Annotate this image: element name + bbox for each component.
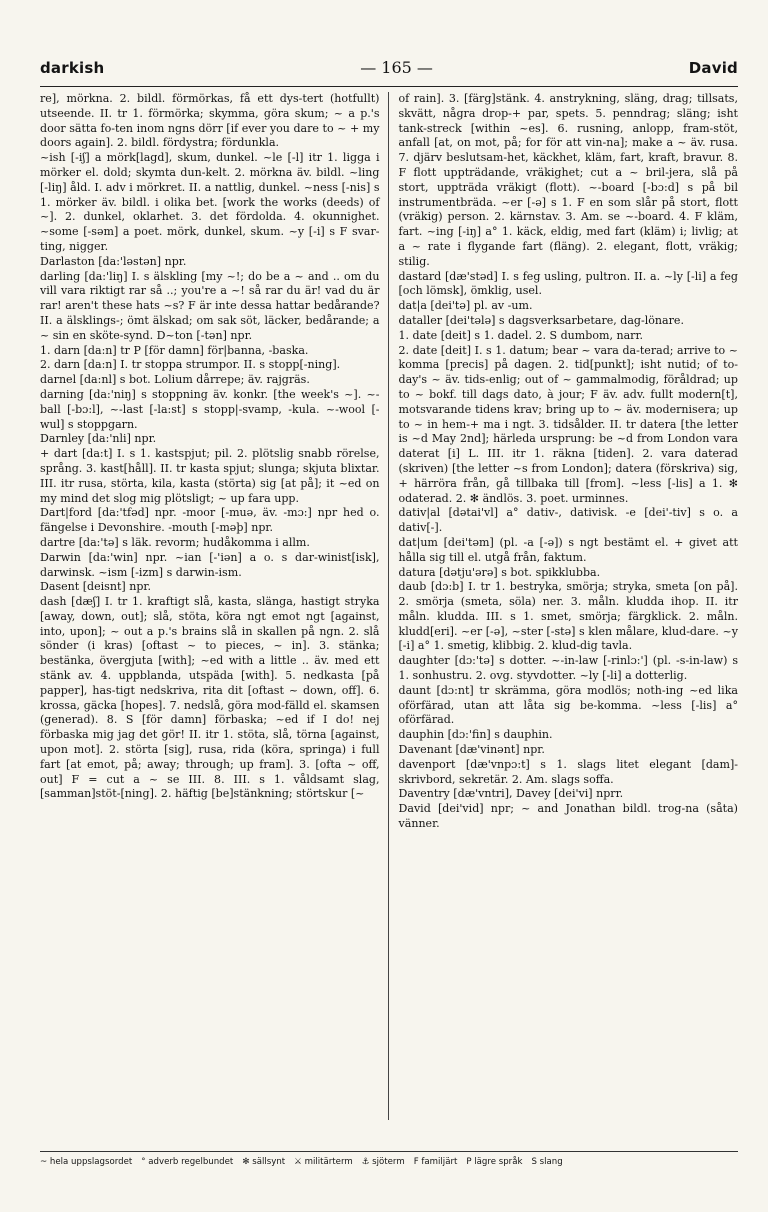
left-column: [40, 92, 388, 1150]
entry-davenport: davenport [dæ'vnpɔ:t] s 1. slags litet elegant [dam]-skrivbord, sekretär. 2. Am. slags soffa.: [398, 757, 738, 786]
entry-daventry: Daventry [dæ'vntri], Davey [dei'vi] nprr.: [398, 787, 624, 801]
entry-darkish: ~ish [-iʃ] a mörk[lagd], skum, dunkel. ~le [-l] itr 1. ligga i mörker el. dold; skymta dun-kelt. 2. mörkna äv. bildl. ~ling [-liŋ] åld. I. adv i mörkret. II. a nattlig, dunkel. ~ness [-nis] s 1. mörker äv. bildl. i olika bet. [work the works (deeds) of ~]. 2. dunkel, oklarhet. 3. det fördolda. 4. okunnighet. ~some [-səm] a poet. mörk, dunkel, skum. ~y [-i] s F svar-ting, nigger.: [40, 151, 380, 253]
right-column: [389, 92, 739, 1150]
entry-dart: + dart [da:t] I. s 1. kastspjut; pil. 2. plötslig snabb rörelse, språng. 3. kast[håll]. II. tr kasta spjut; slunga; skjuta blixtar. III. itr rusa, störta, kila, kasta (störta) sig [at på]; it ~ed on my mind det slog mig plötsligt; ~ up fara upp.: [40, 447, 380, 505]
left-running-head: darkish: [40, 59, 105, 77]
entry-dash: dash [dæʃ] I. tr 1. kraftigt slå, kasta, slänga, hastigt stryka [away, down, out]; slå, stöta, köra ngt emot ngt [against, into, upon]; ~ out a p.'s brains slå in skallen på ngn. 2. slå sönder (i kras) [oftast ~ to pieces, ~ in]. 3. stänka; bestänka, övergjuta [with]; ~ed with a little .. äv. med ett stänk av. 4. uppblanda, utspäda [with]. 5. nedkasta [på papper], has-tigt nedskriva, rita dit [oftast ~ down, off]. 6. krossa, gäcka [hopes]. 7. nedslå, göra mod-fälld el. skamsen (generad). 8. S [för damn] förbaska; ~ed if I do! nej förbaska mig jag det gör! II. itr 1. stöta, slå, törna [against, upon mot]. 2. störta [sig], rusa, rida (köra, springa) i full fart [at emot, på; away; through; up fram]. 3. [ofta ~ off, out] F = cut a ~ se III. 8. III. s 1. våldsamt slag, [samman]stöt-[ning]. 2. häftig [be]stänkning; störtskur [~: [40, 595, 380, 801]
entry-dasent: Dasent [deisnt] npr.: [40, 580, 151, 594]
entry-davenant: Davenant [dæ'vinənt] npr.: [398, 743, 545, 757]
right-running-head: David: [688, 59, 738, 77]
entry-darn-2: 2. darn [da:n] I. tr stoppa strumpor. II. s stopp[-ning].: [40, 358, 341, 372]
entry-daunt: daunt [dɔ:nt] tr skrämma, göra modlös; noth-ing ~ed lika oförfärad, utan att låta sig be-komma. ~less [-lis] a° oförfärad.: [398, 683, 738, 727]
entry-david: David [dei'vid] npr; ~ and Jonathan bildl. trog-na (såta) vänner.: [398, 802, 738, 831]
abbreviation-legend: [40, 1154, 738, 1170]
entry-darnel: darnel [da:nl] s bot. Lolium dårrepe; äv. rajgräs.: [40, 373, 310, 387]
two-column-body: [40, 92, 738, 1150]
entry-datura: datura [dətju'ərə] s bot. spikklubba.: [398, 565, 601, 579]
legend-headword: ~ hela uppslagsordet: [40, 1157, 133, 1167]
legend-adverb: ° adverb regelbundet: [141, 1157, 234, 1167]
entry-daughter: daughter [dɔ:'tə] s dotter. ~-in-law [-rinlɔ:'] (pl. -s-in-law) s 1. sonhustru. 2. ovg. styvdotter. ~ly [-li] a dotterlig.: [398, 654, 738, 683]
entry-darnley: Darnley [da:'nli] npr.: [40, 432, 157, 446]
legend-military: ⚔ militärterm: [294, 1157, 353, 1167]
entry-dastard: dastard [dæ'stəd] I. s feg usling, pultron. II. a. ~ly [-li] a feg [och lömsk], ömklig, usel.: [398, 269, 738, 298]
entry-darling: darling [da:'liŋ] I. s älskling [my ~!; do be a ~ and .. om du vill vara riktigt rar så ..; you're a ~! så rar du är! vad du är rar! aren't these hats ~s? F är inte dessa hattar bedårande? II. a älsklings-; ömt älskad; om sak söt, läcker, bedårande; a ~ sin en sköte-synd. D~ton [-tən] npr.: [40, 269, 380, 342]
entry-dartford: Dart|ford [da:'tfəd] npr. -moor [-muə, äv. -mɔ:] npr hed o. fängelse i Devonshire. -mouth [-məþ] npr.: [40, 506, 380, 535]
header-rule: [40, 86, 738, 87]
legend-nautical: ⚓ sjöterm: [361, 1157, 405, 1167]
entry-data: dat|a [dei'tə] pl. av -um.: [398, 299, 533, 313]
legend-rare: ✻ sällsynt: [242, 1157, 286, 1167]
entry-dark-verb: re], mörkna. 2. bildl. förmörkas, få ett dys-tert (hotfullt) utseende. II. tr 1. förmörka; skymma, göra skum; ~ a p.'s door sätta fo-ten inom ngns dörr [if ever you dare to ~ + my doors again]. 2. bildl. fördystra; fördunkla.: [40, 92, 380, 150]
entry-date-1: 1. date [deit] s 1. dadel. 2. S dumbom, narr.: [398, 328, 644, 342]
entry-dataller: dataller [dei'tələ] s dagsverksarbetare, dag-lönare.: [398, 313, 684, 327]
footer-rule: [40, 1151, 738, 1152]
entry-darlaston: Darlaston [da:'lǝstǝn] npr.: [40, 254, 187, 268]
legend-lower: P lägre språk: [466, 1157, 523, 1167]
entry-dash-continued: of rain]. 3. [färg]stänk. 4. anstrykning, släng, drag; tillsats, skvätt, några drop-+ par, spets. 5. penndrag; släng; isht tank-streck [within ~es]. 6. rusning, anlopp, fram-stöt, anfall [at, on mot, på; for för att vin-na]; make a ~ äv. rusa. 7. djärv beslutsam-het, käckhet, kläm, fart, kraft, bravur. 8. F flott uppträdande, vräkighet; cut a ~ bril-jera, slå på stort, uppträda vräkigt (flott). ~-board [-bɔ:d] s på bil instrumentbräda. ~er [-ə] s 1. F en som slår på stort, flott (vräkig) person. 2. kärnstav. 3. Am. se ~-board. 4. F kläm, fart. ~ing [-iŋ] a° 1. käck, eldig, med fart (kläm) i; livlig; at a ~ rate i flygande fart (fläng). 2. elegant, flott, vräkig; stilig.: [398, 92, 738, 268]
entry-darn-1: 1. darn [da:n] tr P [för damn] för|banna, -baska.: [40, 343, 309, 357]
entry-datum: dat|um [dei'təm] (pl. -a [-ə]) s ngt bestämt el. + givet att hålla sig till el. utgå från, faktum.: [398, 535, 738, 564]
entry-dativ: dativ|al [dətai'vl] a° dativ-, dativisk. -e [dei'-tiv] s o. a dativ[-].: [398, 506, 738, 535]
page-number: — 165 —: [360, 58, 433, 77]
entry-daub: daub [dɔ:b] I. tr 1. bestryka, smörja; stryka, smeta [on på]. 2. smörja (smeta, söla) ner. 3. måln. kludda ihop. II. itr måln. kludda. III. s 1. smet, smörja; färgklick. 2. måln. kludd[eri]. ~er [-ə], ~ster [-stə] s klen målare, klud-dare. ~y [-i] a° 1. smetig, klibbig. 2. klud-dig tavla.: [398, 580, 738, 653]
legend-slang: S slang: [531, 1157, 563, 1167]
entry-date-2: 2. date [deit] I. s 1. datum; bear ~ vara da-terad; arrive to ~ komma [precis] på dagen. 2. tid[punkt]; isht nutid; of to-day's ~ äv. tids-enlig; out of ~ gammalmodig, föråldrad; up to ~ bokf. till dags dato, à jour; F äv. adv. fullt modern[t], motsvarande tidens krav; bring up to ~ äv. modernisera; up to ~ in hem-+ ma i ngt. 3. tidsålder. II. tr datera [the letter is ~d May 2nd]; härleda ursprung: be ~d from London vara daterat [i] L. III. itr 1. räkna [tiden]. 2. vara daterad (skriven) [the letter ~s from London]; datera (förskriva) sig, + härröra från, gå tillbaka till [from]. ~less [-lis] a 1. ✻ odaterad. 2. ✻ ändlös. 3. poet. urminnes.: [398, 343, 738, 505]
page-header: [40, 58, 738, 82]
legend-familiar: F familjärt: [413, 1157, 458, 1167]
entry-darwin: Darwin [da:'win] npr. ~ian [-'iən] a o. s dar-winist[isk], darwinsk. ~ism [-izm] s darwin-ism.: [40, 550, 380, 579]
entry-dartre: dartre [da:'tə] s läk. revorm; hudåkomma i allm.: [40, 535, 310, 549]
entry-dauphin: dauphin [dɔ:'fin] s dauphin.: [398, 728, 553, 742]
entry-darning: darning [da:'niŋ] s stoppning äv. konkr. [the week's ~]. ~-ball [-bɔ:l], ~-last [-la:st] s stopp|-svamp, -kula. ~-wool [-wul] s stoppgarn.: [40, 387, 380, 431]
